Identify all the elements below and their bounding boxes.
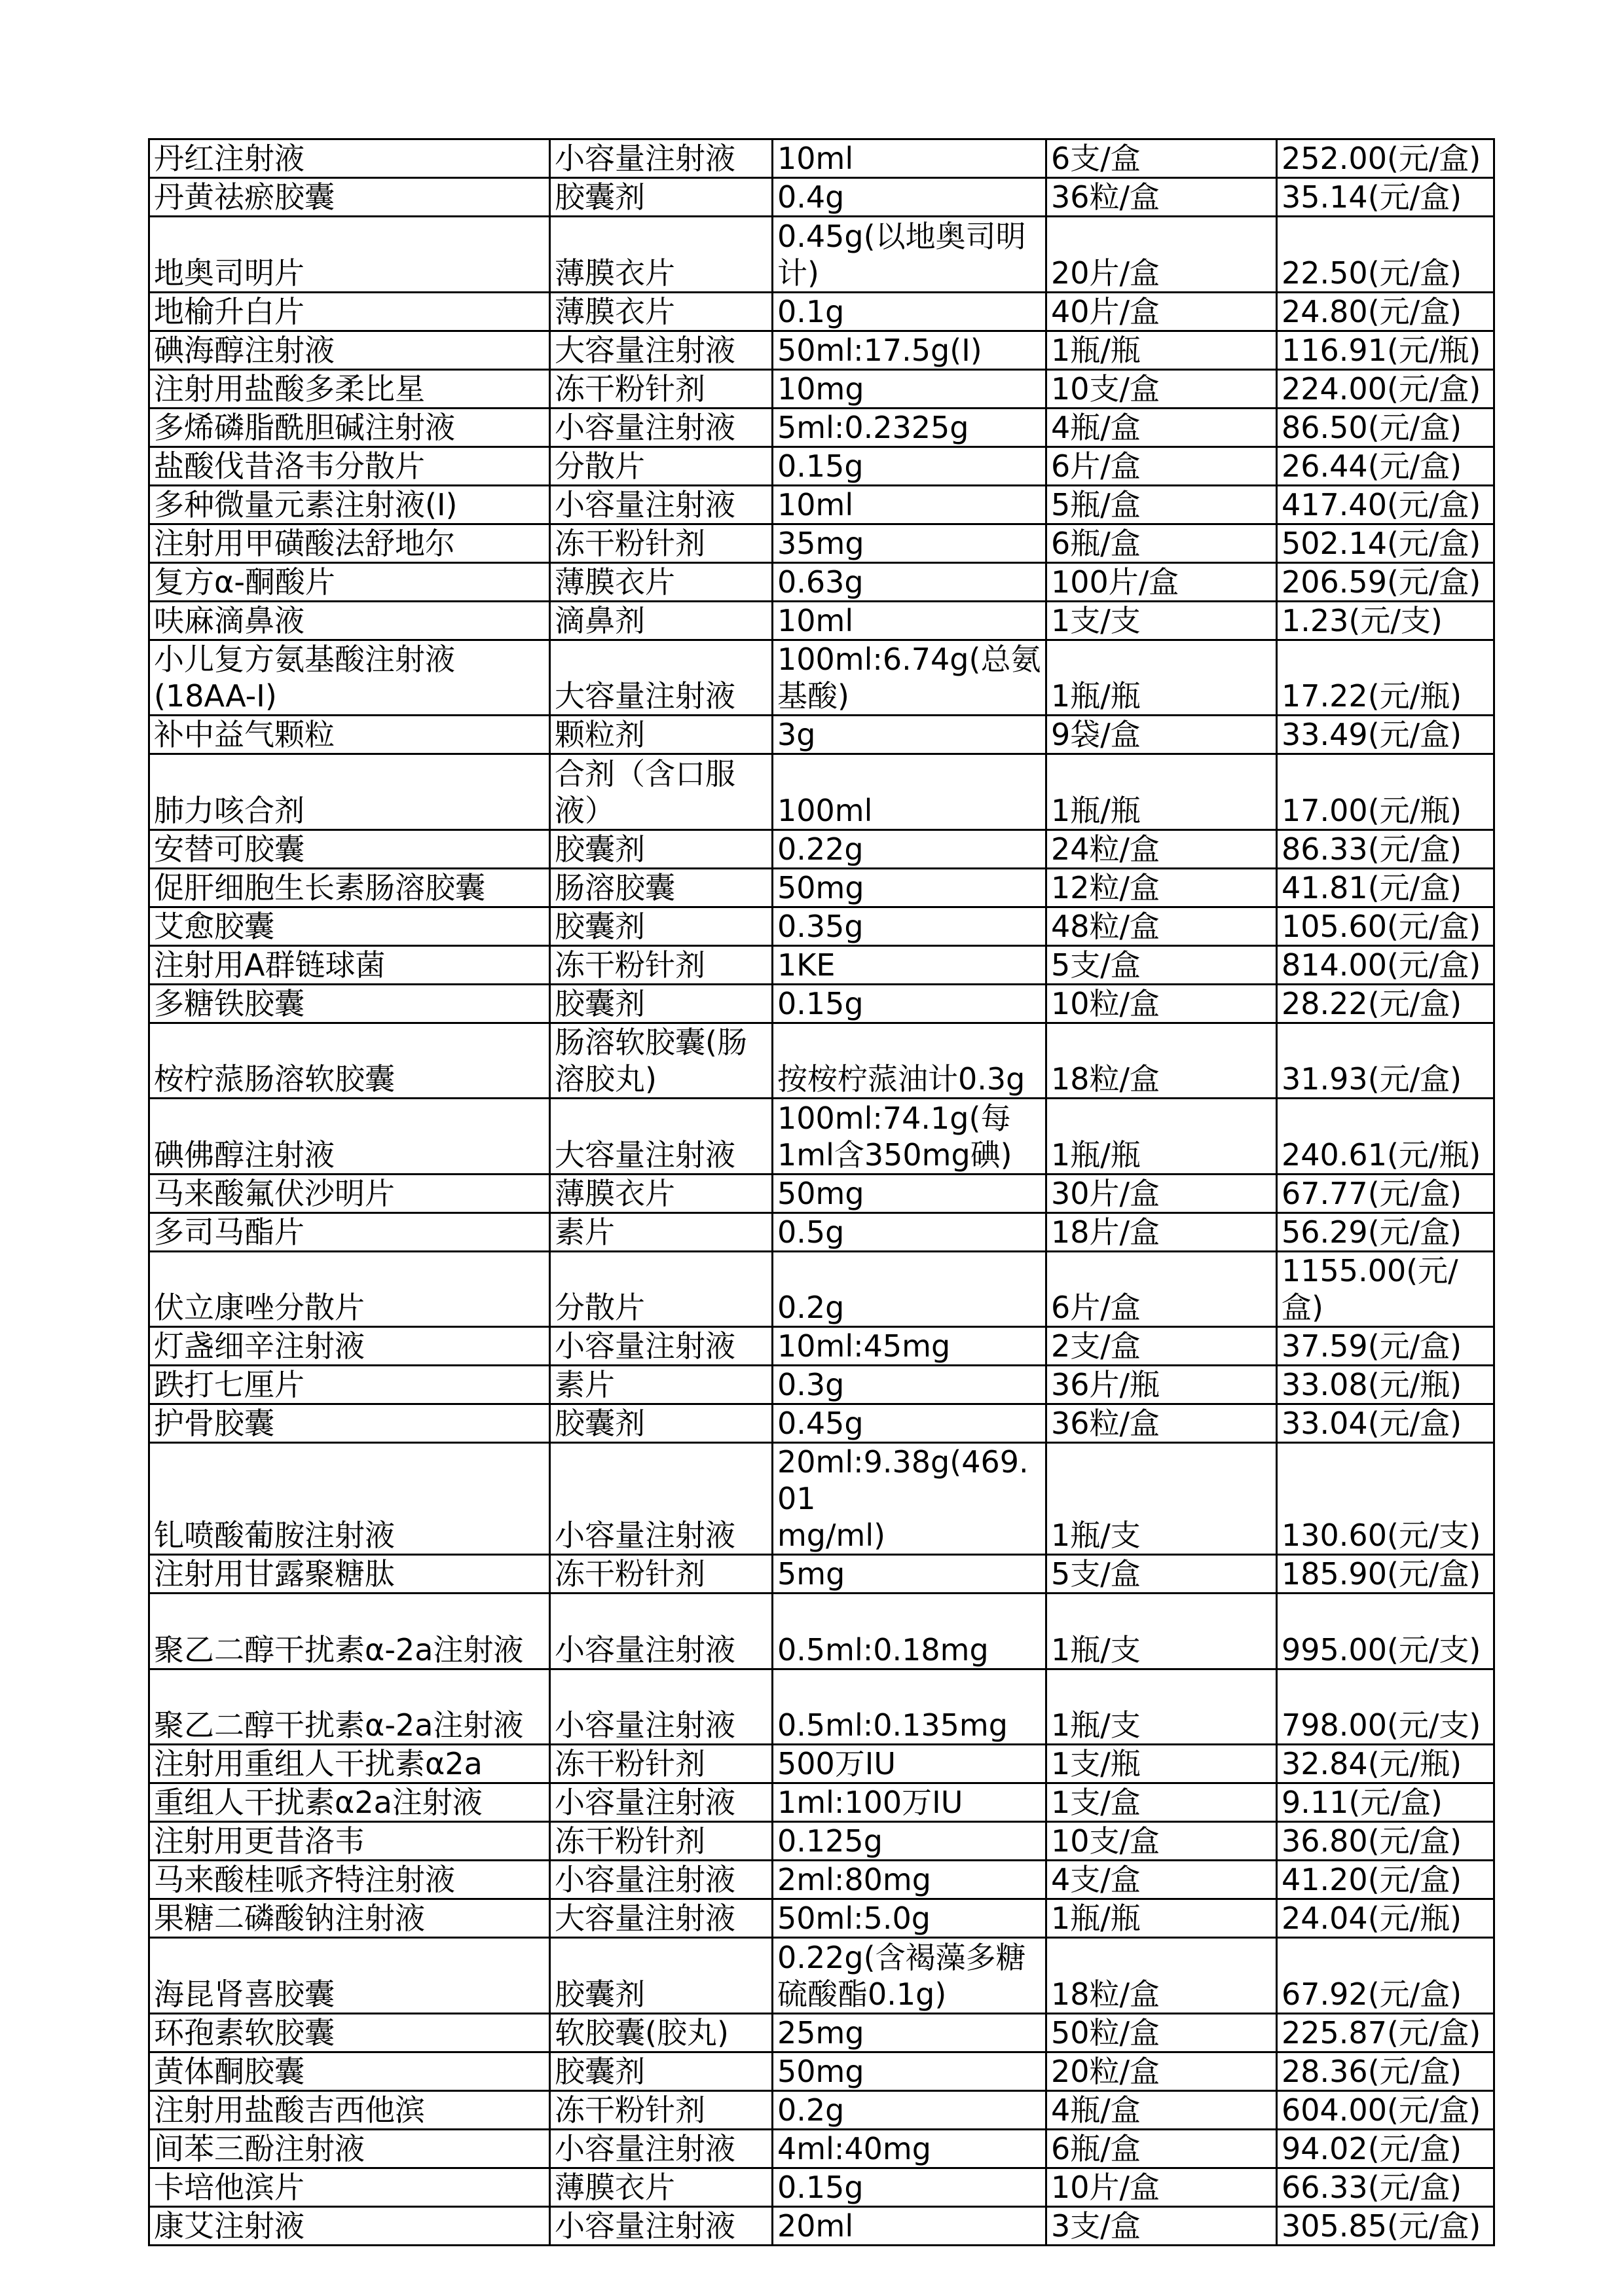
table-row (149, 139, 1494, 178)
dosage-form-cell: 小容量注射液 (550, 408, 773, 446)
table-row (149, 1212, 1494, 1251)
package-cell: 1瓶/瓶 (1046, 1899, 1277, 1938)
specification-cell: 0.15g (773, 984, 1046, 1023)
price-cell: 67.77(元/盒) (1277, 1174, 1494, 1212)
drug-name-cell: 盐酸伐昔洛韦分散片 (149, 446, 550, 485)
table-row (149, 1174, 1494, 1212)
package-cell: 20粒/盒 (1046, 2052, 1277, 2090)
drug-name-cell: 注射用甲磺酸法舒地尔 (149, 524, 550, 562)
drug-name-cell: 康艾注射液 (149, 2206, 550, 2245)
table-row (149, 1669, 1494, 1745)
price-cell: 798.00(元/支) (1277, 1669, 1494, 1745)
package-cell: 5支/盒 (1046, 1554, 1277, 1593)
dosage-form-cell: 小容量注射液 (550, 1861, 773, 1899)
specification-cell: 10ml (773, 139, 1046, 178)
specification-cell: 100ml:6.74g(总氨 基酸) (773, 640, 1046, 716)
dosage-form-cell: 素片 (550, 1212, 773, 1251)
package-cell: 6瓶/盒 (1046, 2129, 1277, 2168)
dosage-form-cell: 冻干粉针剂 (550, 369, 773, 408)
package-cell: 6片/盒 (1046, 446, 1277, 485)
dosage-form-cell: 胶囊剂 (550, 907, 773, 945)
dosage-form-cell: 小容量注射液 (550, 1783, 773, 1822)
specification-cell: 50mg (773, 1174, 1046, 1212)
drug-name-cell: 艾愈胶囊 (149, 907, 550, 945)
dosage-form-cell: 胶囊剂 (550, 1404, 773, 1442)
dosage-form-cell: 冻干粉针剂 (550, 2090, 773, 2129)
dosage-form-cell: 软胶囊(胶丸) (550, 2013, 773, 2052)
price-cell: 22.50(元/盒) (1277, 217, 1494, 293)
drug-name-cell: 地榆升白片 (149, 292, 550, 331)
specification-cell: 5ml:0.2325g (773, 408, 1046, 446)
package-cell: 18粒/盒 (1046, 1938, 1277, 2014)
dosage-form-cell: 冻干粉针剂 (550, 524, 773, 562)
specification-cell: 10ml (773, 601, 1046, 640)
dosage-form-cell: 冻干粉针剂 (550, 1745, 773, 1783)
drug-name-cell: 卡培他滨片 (149, 2168, 550, 2206)
table-row (149, 1326, 1494, 1365)
table-row (149, 829, 1494, 868)
drug-name-cell: 丹红注射液 (149, 139, 550, 178)
package-cell: 10支/盒 (1046, 1822, 1277, 1861)
package-cell: 1瓶/支 (1046, 1442, 1277, 1554)
specification-cell: 0.3g (773, 1365, 1046, 1404)
dosage-form-cell: 小容量注射液 (550, 1669, 773, 1745)
dosage-form-cell: 胶囊剂 (550, 178, 773, 217)
dosage-form-cell: 胶囊剂 (550, 984, 773, 1023)
specification-cell: 4ml:40mg (773, 2129, 1046, 2168)
table-row (149, 1899, 1494, 1938)
table-row (149, 2052, 1494, 2090)
table-row (149, 369, 1494, 408)
drug-name-cell: 碘佛醇注射液 (149, 1099, 550, 1175)
drug-name-cell: 呋麻滴鼻液 (149, 601, 550, 640)
specification-cell: 0.4g (773, 178, 1046, 217)
drug-name-cell: 聚乙二醇干扰素α-2a注射液 (149, 1669, 550, 1745)
price-cell: 41.20(元/盒) (1277, 1861, 1494, 1899)
drug-name-cell: 地奥司明片 (149, 217, 550, 293)
drug-name-cell: 注射用盐酸吉西他滨 (149, 2090, 550, 2129)
specification-cell: 2ml:80mg (773, 1861, 1046, 1899)
price-cell: 105.60(元/盒) (1277, 907, 1494, 945)
package-cell: 3支/盒 (1046, 2206, 1277, 2245)
table-row (149, 217, 1494, 293)
package-cell: 6瓶/盒 (1046, 524, 1277, 562)
package-cell: 36粒/盒 (1046, 178, 1277, 217)
specification-cell: 35mg (773, 524, 1046, 562)
package-cell: 1瓶/瓶 (1046, 640, 1277, 716)
dosage-form-cell: 小容量注射液 (550, 1593, 773, 1669)
dosage-form-cell: 大容量注射液 (550, 1899, 773, 1938)
dosage-form-cell: 冻干粉针剂 (550, 945, 773, 984)
specification-cell: 5mg (773, 1554, 1046, 1593)
table-row (149, 408, 1494, 446)
package-cell: 4支/盒 (1046, 1861, 1277, 1899)
drug-name-cell: 丹黄祛瘀胶囊 (149, 178, 550, 217)
price-cell: 94.02(元/盒) (1277, 2129, 1494, 2168)
price-cell: 604.00(元/盒) (1277, 2090, 1494, 2129)
table-row (149, 907, 1494, 945)
price-cell: 37.59(元/盒) (1277, 1326, 1494, 1365)
table-row (149, 1404, 1494, 1442)
price-cell: 28.36(元/盒) (1277, 2052, 1494, 2090)
specification-cell: 0.2g (773, 1251, 1046, 1326)
dosage-form-cell: 胶囊剂 (550, 829, 773, 868)
package-cell: 6片/盒 (1046, 1251, 1277, 1326)
table-row (149, 2168, 1494, 2206)
table-row (149, 1251, 1494, 1326)
package-cell: 30片/盒 (1046, 1174, 1277, 1212)
specification-cell: 10ml (773, 485, 1046, 524)
drug-name-cell: 小儿复方氨基酸注射液 (18AA-Ⅰ) (149, 640, 550, 716)
drug-name-cell: 多司马酯片 (149, 1212, 550, 1251)
table-row (149, 1554, 1494, 1593)
drug-name-cell: 注射用A群链球菌 (149, 945, 550, 984)
table-row (149, 1023, 1494, 1099)
specification-cell: 3g (773, 716, 1046, 754)
price-cell: 130.60(元/支) (1277, 1442, 1494, 1554)
specification-cell: 0.22g (773, 829, 1046, 868)
table-row (149, 178, 1494, 217)
price-cell: 502.14(元/盒) (1277, 524, 1494, 562)
table-row (149, 1442, 1494, 1554)
dosage-form-cell: 小容量注射液 (550, 1442, 773, 1554)
drug-name-cell: 补中益气颗粒 (149, 716, 550, 754)
package-cell: 4瓶/盒 (1046, 2090, 1277, 2129)
table-row (149, 331, 1494, 369)
package-cell: 1瓶/支 (1046, 1669, 1277, 1745)
specification-cell: 0.1g (773, 292, 1046, 331)
specification-cell: 50mg (773, 2052, 1046, 2090)
price-cell: 67.92(元/盒) (1277, 1938, 1494, 2014)
dosage-form-cell: 小容量注射液 (550, 485, 773, 524)
table-row (149, 1783, 1494, 1822)
price-cell: 24.80(元/盒) (1277, 292, 1494, 331)
specification-cell: 100ml (773, 754, 1046, 830)
table-row (149, 754, 1494, 830)
drug-name-cell: 间苯三酚注射液 (149, 2129, 550, 2168)
drug-name-cell: 果糖二磷酸钠注射液 (149, 1899, 550, 1938)
package-cell: 1支/盒 (1046, 1783, 1277, 1822)
dosage-form-cell: 薄膜衣片 (550, 562, 773, 601)
price-cell: 24.04(元/瓶) (1277, 1899, 1494, 1938)
specification-cell: 50mg (773, 868, 1046, 907)
specification-cell: 0.45g (773, 1404, 1046, 1442)
table-row (149, 868, 1494, 907)
drug-name-cell: 黄体酮胶囊 (149, 2052, 550, 2090)
dosage-form-cell: 大容量注射液 (550, 640, 773, 716)
specification-cell: 0.63g (773, 562, 1046, 601)
dosage-form-cell: 薄膜衣片 (550, 1174, 773, 1212)
drug-name-cell: 桉柠蒎肠溶软胶囊 (149, 1023, 550, 1099)
price-cell: 225.87(元/盒) (1277, 2013, 1494, 2052)
dosage-form-cell: 冻干粉针剂 (550, 1554, 773, 1593)
table-row (149, 2129, 1494, 2168)
specification-cell: 0.2g (773, 2090, 1046, 2129)
package-cell: 5支/盒 (1046, 945, 1277, 984)
specification-cell: 10ml:45mg (773, 1326, 1046, 1365)
specification-cell: 100ml:74.1g(每 1ml含350mg碘) (773, 1099, 1046, 1175)
drug-name-cell: 马来酸氟伏沙明片 (149, 1174, 550, 1212)
drug-name-cell: 肺力咳合剂 (149, 754, 550, 830)
specification-cell: 0.15g (773, 446, 1046, 485)
table-row (149, 984, 1494, 1023)
package-cell: 1瓶/瓶 (1046, 1099, 1277, 1175)
drug-name-cell: 安替可胶囊 (149, 829, 550, 868)
table-row (149, 1593, 1494, 1669)
price-cell: 86.50(元/盒) (1277, 408, 1494, 446)
dosage-form-cell: 小容量注射液 (550, 2206, 773, 2245)
package-cell: 20片/盒 (1046, 217, 1277, 293)
dosage-form-cell: 胶囊剂 (550, 1938, 773, 2014)
package-cell: 4瓶/盒 (1046, 408, 1277, 446)
drug-name-cell: 伏立康唑分散片 (149, 1251, 550, 1326)
drug-name-cell: 促肝细胞生长素肠溶胶囊 (149, 868, 550, 907)
drug-name-cell: 重组人干扰素α2a注射液 (149, 1783, 550, 1822)
price-cell: 33.08(元/瓶) (1277, 1365, 1494, 1404)
package-cell: 36片/瓶 (1046, 1365, 1277, 1404)
dosage-form-cell: 分散片 (550, 1251, 773, 1326)
package-cell: 1瓶/瓶 (1046, 754, 1277, 830)
specification-cell: 20ml:9.38g(469.01 mg/ml) (773, 1442, 1046, 1554)
dosage-form-cell: 颗粒剂 (550, 716, 773, 754)
specification-cell: 1ml:100万IU (773, 1783, 1046, 1822)
price-cell: 417.40(元/盒) (1277, 485, 1494, 524)
price-cell: 31.93(元/盒) (1277, 1023, 1494, 1099)
price-cell: 41.81(元/盒) (1277, 868, 1494, 907)
specification-cell: 0.22g(含褐藻多糖 硫酸酯0.1g) (773, 1938, 1046, 2014)
dosage-form-cell: 肠溶胶囊 (550, 868, 773, 907)
table-row (149, 1365, 1494, 1404)
drug-name-cell: 注射用更昔洛韦 (149, 1822, 550, 1861)
price-cell: 33.49(元/盒) (1277, 716, 1494, 754)
drug-name-cell: 多烯磷脂酰胆碱注射液 (149, 408, 550, 446)
package-cell: 10粒/盒 (1046, 984, 1277, 1023)
specification-cell: 0.5ml:0.135mg (773, 1669, 1046, 1745)
price-cell: 240.61(元/瓶) (1277, 1099, 1494, 1175)
price-cell: 35.14(元/盒) (1277, 178, 1494, 217)
package-cell: 24粒/盒 (1046, 829, 1277, 868)
package-cell: 100片/盒 (1046, 562, 1277, 601)
specification-cell: 0.45g(以地奥司明 计) (773, 217, 1046, 293)
table-row (149, 524, 1494, 562)
package-cell: 36粒/盒 (1046, 1404, 1277, 1442)
package-cell: 2支/盒 (1046, 1326, 1277, 1365)
table-row (149, 2013, 1494, 2052)
price-cell: 305.85(元/盒) (1277, 2206, 1494, 2245)
dosage-form-cell: 小容量注射液 (550, 139, 773, 178)
drug-name-cell: 复方α-酮酸片 (149, 562, 550, 601)
table-row (149, 1861, 1494, 1899)
package-cell: 18粒/盒 (1046, 1023, 1277, 1099)
package-cell: 10片/盒 (1046, 2168, 1277, 2206)
price-cell: 995.00(元/支) (1277, 1593, 1494, 1669)
table-row (149, 601, 1494, 640)
specification-cell: 0.35g (773, 907, 1046, 945)
price-cell: 86.33(元/盒) (1277, 829, 1494, 868)
price-cell: 36.80(元/盒) (1277, 1822, 1494, 1861)
price-cell: 1.23(元/支) (1277, 601, 1494, 640)
package-cell: 10支/盒 (1046, 369, 1277, 408)
dosage-form-cell: 胶囊剂 (550, 2052, 773, 2090)
package-cell: 1支/支 (1046, 601, 1277, 640)
dosage-form-cell: 素片 (550, 1365, 773, 1404)
table-row (149, 446, 1494, 485)
table-body (149, 139, 1494, 2246)
drug-name-cell: 多糖铁胶囊 (149, 984, 550, 1023)
package-cell: 40片/盒 (1046, 292, 1277, 331)
drug-name-cell: 灯盏细辛注射液 (149, 1326, 550, 1365)
specification-cell: 500万IU (773, 1745, 1046, 1783)
drug-name-cell: 碘海醇注射液 (149, 331, 550, 369)
price-cell: 252.00(元/盒) (1277, 139, 1494, 178)
drug-price-table (148, 138, 1495, 2246)
table-row (149, 1745, 1494, 1783)
price-cell: 33.04(元/盒) (1277, 1404, 1494, 1442)
price-cell: 28.22(元/盒) (1277, 984, 1494, 1023)
specification-cell: 50ml:5.0g (773, 1899, 1046, 1938)
price-cell: 26.44(元/盒) (1277, 446, 1494, 485)
package-cell: 5瓶/盒 (1046, 485, 1277, 524)
table-row (149, 2206, 1494, 2245)
price-cell: 116.91(元/瓶) (1277, 331, 1494, 369)
drug-name-cell: 注射用盐酸多柔比星 (149, 369, 550, 408)
package-cell: 1瓶/支 (1046, 1593, 1277, 1669)
drug-name-cell: 聚乙二醇干扰素α-2a注射液 (149, 1593, 550, 1669)
price-cell: 17.00(元/瓶) (1277, 754, 1494, 830)
dosage-form-cell: 滴鼻剂 (550, 601, 773, 640)
table-row (149, 1099, 1494, 1175)
table-row (149, 1822, 1494, 1861)
drug-name-cell: 海昆肾喜胶囊 (149, 1938, 550, 2014)
dosage-form-cell: 薄膜衣片 (550, 2168, 773, 2206)
price-cell: 206.59(元/盒) (1277, 562, 1494, 601)
dosage-form-cell: 冻干粉针剂 (550, 1822, 773, 1861)
package-cell: 48粒/盒 (1046, 907, 1277, 945)
price-cell: 185.90(元/盒) (1277, 1554, 1494, 1593)
dosage-form-cell: 薄膜衣片 (550, 292, 773, 331)
price-cell: 56.29(元/盒) (1277, 1212, 1494, 1251)
table-row (149, 485, 1494, 524)
specification-cell: 50ml:17.5g(I) (773, 331, 1046, 369)
dosage-form-cell: 肠溶软胶囊(肠 溶胶丸) (550, 1023, 773, 1099)
dosage-form-cell: 大容量注射液 (550, 1099, 773, 1175)
price-cell: 814.00(元/盒) (1277, 945, 1494, 984)
price-cell: 1155.00(元/盒) (1277, 1251, 1494, 1326)
price-cell: 224.00(元/盒) (1277, 369, 1494, 408)
dosage-form-cell: 薄膜衣片 (550, 217, 773, 293)
price-cell: 17.22(元/瓶) (1277, 640, 1494, 716)
dosage-form-cell: 大容量注射液 (550, 331, 773, 369)
specification-cell: 25mg (773, 2013, 1046, 2052)
drug-name-cell: 护骨胶囊 (149, 1404, 550, 1442)
table-row (149, 945, 1494, 984)
table-row (149, 562, 1494, 601)
table-row (149, 2090, 1494, 2129)
table-row (149, 292, 1494, 331)
specification-cell: 0.5g (773, 1212, 1046, 1251)
specification-cell: 0.15g (773, 2168, 1046, 2206)
specification-cell: 10mg (773, 369, 1046, 408)
price-cell: 66.33(元/盒) (1277, 2168, 1494, 2206)
specification-cell: 0.125g (773, 1822, 1046, 1861)
table-row (149, 640, 1494, 716)
drug-name-cell: 注射用甘露聚糖肽 (149, 1554, 550, 1593)
table-row (149, 1938, 1494, 2014)
dosage-form-cell: 合剂（含口服 液） (550, 754, 773, 830)
drug-name-cell: 注射用重组人干扰素α2a (149, 1745, 550, 1783)
specification-cell: 0.5ml:0.18mg (773, 1593, 1046, 1669)
table-row (149, 716, 1494, 754)
package-cell: 1瓶/瓶 (1046, 331, 1277, 369)
dosage-form-cell: 分散片 (550, 446, 773, 485)
package-cell: 50粒/盒 (1046, 2013, 1277, 2052)
package-cell: 9袋/盒 (1046, 716, 1277, 754)
package-cell: 18片/盒 (1046, 1212, 1277, 1251)
drug-name-cell: 马来酸桂哌齐特注射液 (149, 1861, 550, 1899)
drug-name-cell: 环孢素软胶囊 (149, 2013, 550, 2052)
drug-name-cell: 跌打七厘片 (149, 1365, 550, 1404)
price-cell: 9.11(元/盒) (1277, 1783, 1494, 1822)
specification-cell: 20ml (773, 2206, 1046, 2245)
package-cell: 12粒/盒 (1046, 868, 1277, 907)
specification-cell: 1KE (773, 945, 1046, 984)
package-cell: 6支/盒 (1046, 139, 1277, 178)
drug-name-cell: 多种微量元素注射液(Ⅰ) (149, 485, 550, 524)
dosage-form-cell: 小容量注射液 (550, 2129, 773, 2168)
price-cell: 32.84(元/瓶) (1277, 1745, 1494, 1783)
package-cell: 1支/瓶 (1046, 1745, 1277, 1783)
specification-cell: 按桉柠蒎油计0.3g (773, 1023, 1046, 1099)
dosage-form-cell: 小容量注射液 (550, 1326, 773, 1365)
drug-name-cell: 钆喷酸葡胺注射液 (149, 1442, 550, 1554)
